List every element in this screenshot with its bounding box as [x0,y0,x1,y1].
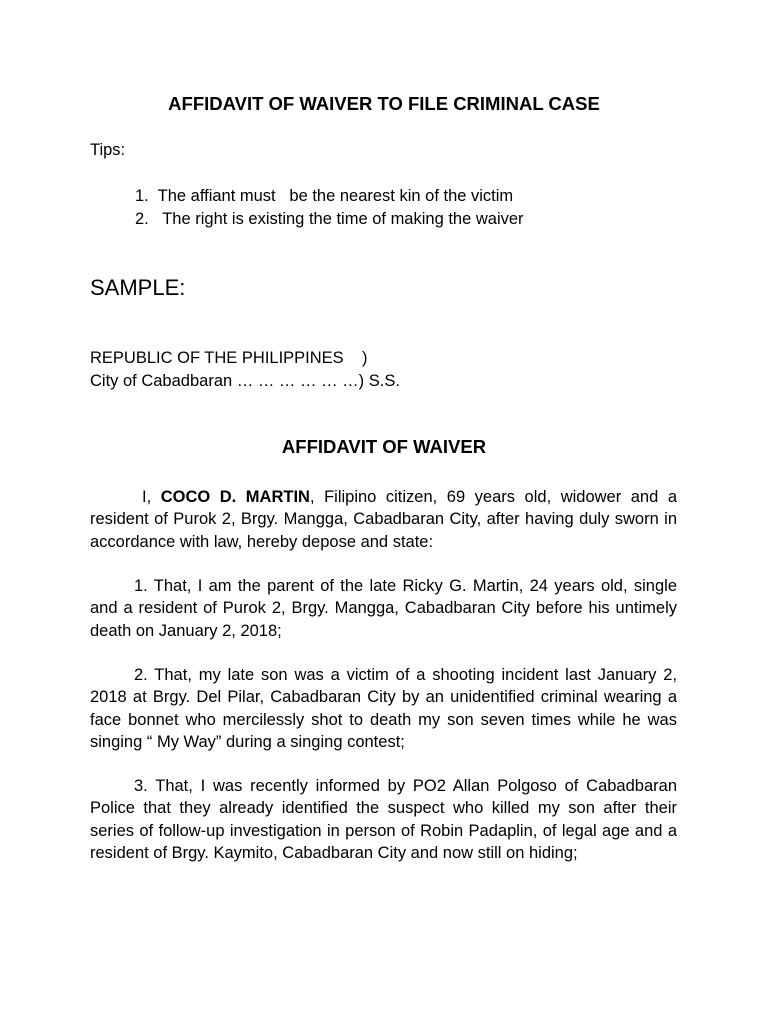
document-title: AFFIDAVIT OF WAIVER TO FILE CRIMINAL CASE [168,93,600,114]
tips-label: Tips: [90,141,126,159]
paragraph-2: 2. That, my late son was a victim of a shooting incident last January 2, 2018 at Brgy. Del Pilar, Cabadbaran City by an unidentified criminal wearing a face bonnet who mercilessly shot to death my son seven times while he was singing “ My Way” during a singing contest; [90,666,677,751]
intro-paragraph [90,486,677,553]
venue-line-republic: REPUBLIC OF THE PHILIPPINES ) [90,349,368,367]
sample-label: SAMPLE: [90,275,186,300]
paragraph-3: 3. That, I was recently informed by PO2 Allan Polgoso of Cabadbaran Police that they already identified the suspect who killed my son after their series of follow-up investigation in person of Robin Padaplin, of legal age and a resident of Brgy. Kaymito, Cabadbaran City and now still on hiding; [90,777,677,862]
intro-text: , Filipino citizen, 69 years old, widower and a resident of Purok 2, Brgy. Mangga, Cabadbaran City, after having duly sworn in accordance with law, hereby depose and state: [90,488,677,551]
paragraph-1: 1. That, I am the parent of the late Ricky G. Martin, 24 years old, single and a resident of Purok 2, Brgy. Mangga, Cabadbaran City before his untimely death on January 2, 2018; [90,577,677,640]
venue-block [90,347,400,393]
affidavit-subtitle: AFFIDAVIT OF WAIVER [281,436,487,457]
tip-item: 2. The right is existing the time of making the waiver [135,210,524,228]
tip-item: 1. The affiant must be the nearest kin of the victim [135,187,514,205]
venue-line-city: City of Cabadbaran … … … … … …) S.S. [90,372,400,390]
tips-list [135,185,524,231]
intro-prefix: I, [142,488,161,506]
affiant-name: COCO D. MARTIN [160,488,310,506]
